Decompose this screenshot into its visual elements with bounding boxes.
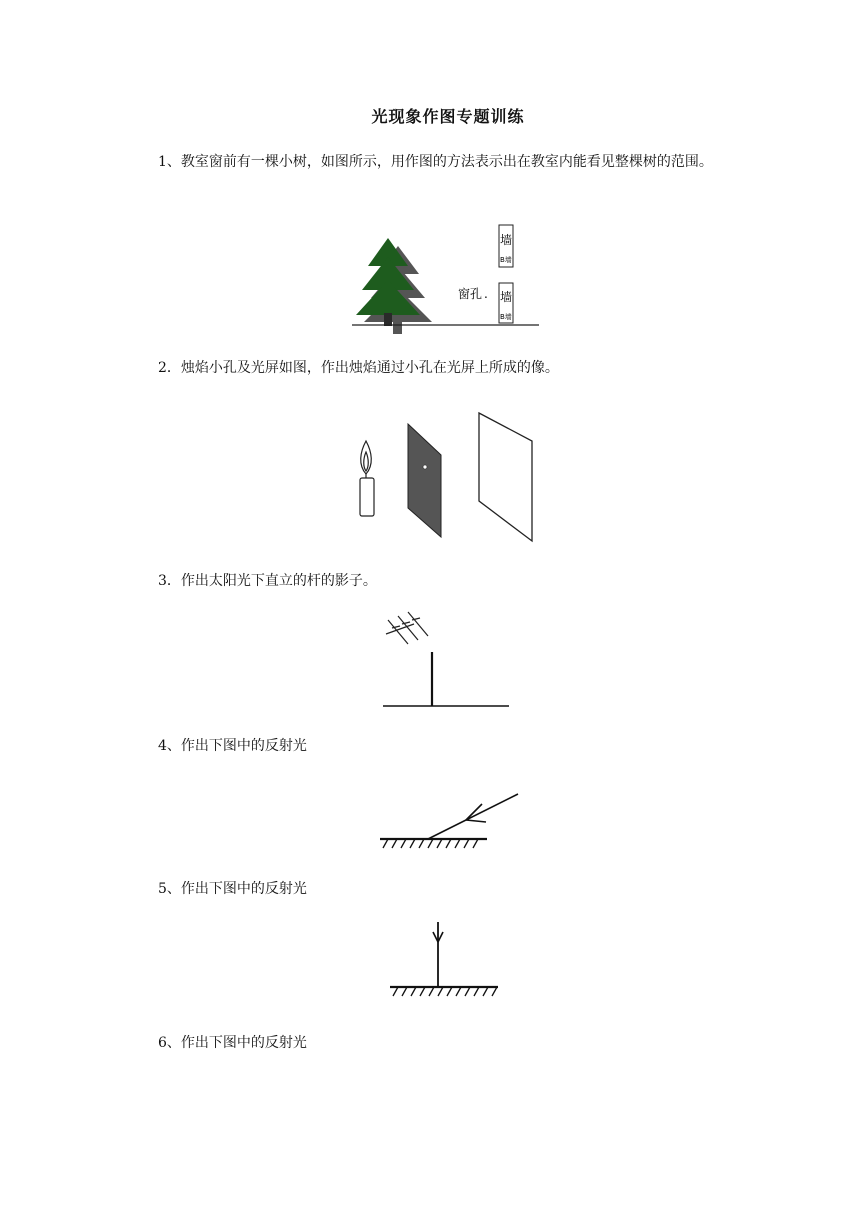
hatch-mark: [456, 987, 461, 996]
question-text: 作出下图中的反射光: [180, 881, 307, 897]
hatch-mark: [447, 987, 452, 996]
hatch-mark: [402, 987, 407, 996]
question-text: 教室窗前有一棵小树，如图所示，用作图的方法表示出在教室内能看见整棵树的范围。: [180, 154, 713, 170]
mirror-hatching: [393, 987, 497, 996]
question-text: 作出下图中的反射光: [180, 738, 307, 754]
question-text: 作出太阳光下直立的杆的影子。: [180, 573, 377, 589]
question-text: 作出下图中的反射光: [180, 1035, 307, 1051]
hatch-mark: [420, 987, 425, 996]
window-label: 窗孔: [458, 287, 483, 301]
question-number: 6、: [158, 1035, 181, 1051]
hatch-mark: [465, 987, 470, 996]
question-number: 3．: [158, 573, 181, 589]
hatch-mark: [411, 987, 416, 996]
hatch-mark: [438, 987, 443, 996]
hatch-mark: [393, 987, 398, 996]
hatch-mark: [492, 987, 497, 996]
hatch-mark: [429, 987, 434, 996]
svg-text:B墙: B墙: [500, 313, 512, 321]
question-number: 5、: [158, 881, 181, 897]
svg-text:墙: 墙: [500, 233, 513, 247]
hatch-mark: [483, 987, 488, 996]
question-number: 4、: [158, 738, 181, 754]
window-label-dot: .: [484, 287, 488, 301]
question-text: 烛焰小孔及光屏如图，作出烛焰通过小孔在光屏上所成的像。: [180, 360, 559, 376]
svg-text:墙: 墙: [500, 290, 513, 304]
hatch-mark: [474, 987, 479, 996]
svg-text:B墙: B墙: [500, 256, 512, 264]
question-number: 2．: [158, 360, 181, 376]
question-number: 1、: [158, 154, 181, 170]
page-title: 光现象作图专题训练: [371, 107, 525, 126]
